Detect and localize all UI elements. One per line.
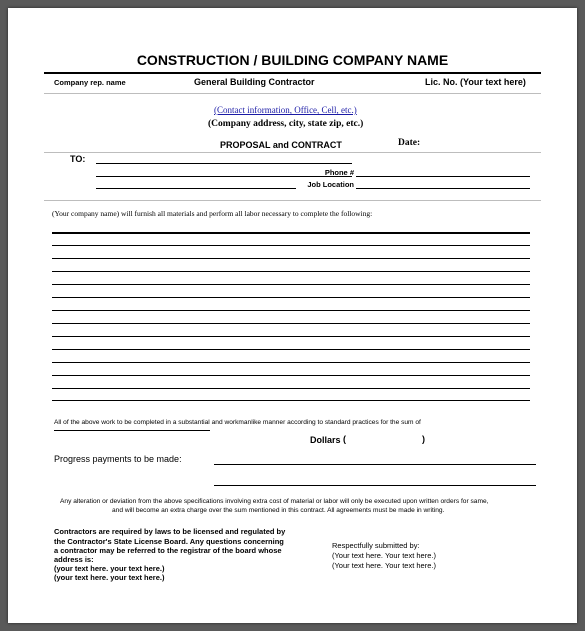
license-notice-line: (your text here. your text here.) — [54, 564, 165, 573]
work-line[interactable] — [52, 310, 530, 311]
dollars-label: Dollars — [310, 435, 341, 445]
page-title: CONSTRUCTION / BUILDING COMPANY NAME — [136, 52, 449, 68]
license-notice-line: a contractor may be referred to the registrar of the board whose — [54, 546, 282, 555]
license-notice-line: the Contractor's State License Board. Any questions concerning — [54, 537, 284, 546]
alteration-line-1: Any alteration or deviation from the above specifications involving extra cost of material or labor will only be executed upon written orders for same, — [60, 498, 489, 505]
submitted-label: Respectfully submitted by: — [332, 541, 420, 550]
work-line[interactable] — [52, 336, 530, 337]
work-line[interactable] — [52, 323, 530, 324]
submitted-line: (Your text here. Your text here.) — [332, 551, 436, 560]
progress-label: Progress payments to be made: — [54, 454, 182, 464]
alteration-line-2: and will become an extra charge over the sum mentioned in this contract. All agreements must be made in writing. — [112, 507, 445, 514]
phone-label: Phone # — [324, 168, 354, 177]
paren-open: ( — [343, 434, 346, 444]
work-line[interactable] — [52, 271, 530, 272]
to-label: TO: — [70, 154, 86, 164]
to-separator — [44, 200, 541, 201]
work-line[interactable] — [52, 258, 530, 259]
work-line[interactable] — [52, 349, 530, 350]
to-line-3[interactable] — [96, 188, 296, 189]
license-notice-line: Contractors are required by laws to be licensed and regulated by — [54, 527, 286, 536]
work-line[interactable] — [52, 388, 530, 389]
company-rep-label: Company rep. name — [54, 78, 126, 87]
proposal-heading: PROPOSAL and CONTRACT — [220, 140, 342, 150]
contact-info-link[interactable]: (Contact information, Office, Cell, etc.) — [214, 105, 357, 115]
license-notice-line: (your text here. your text here.) — [54, 573, 165, 582]
to-line-1[interactable] — [96, 163, 352, 164]
job-location-line[interactable] — [356, 188, 530, 189]
contractor-type: General Building Contractor — [194, 77, 315, 87]
phone-line[interactable] — [356, 176, 530, 177]
title-underline — [44, 72, 541, 74]
work-line[interactable] — [52, 245, 530, 246]
header-separator — [44, 93, 541, 94]
job-location-label: Job Location — [307, 180, 354, 189]
furnish-statement: (Your company name) will furnish all materials and perform all labor necessary to complete the following: — [52, 209, 373, 218]
work-line[interactable] — [52, 284, 530, 285]
date-label: Date: — [398, 138, 421, 148]
submitted-line: (Your text here. Your text here.) — [332, 561, 436, 570]
contract-page — [8, 8, 577, 623]
paren-close: ) — [422, 434, 425, 444]
completion-statement: All of the above work to be completed in a substantial and workmanlike manner according to standard practices for the sum of — [54, 419, 421, 426]
work-line[interactable] — [52, 232, 530, 234]
license-notice-line: address is: — [54, 555, 94, 564]
work-line[interactable] — [52, 297, 530, 298]
work-line[interactable] — [52, 400, 530, 401]
proposal-separator — [44, 152, 541, 153]
progress-line-1[interactable] — [214, 464, 536, 465]
license-number: Lic. No. (Your text here) — [425, 77, 526, 87]
sum-line[interactable] — [54, 430, 210, 431]
company-address: (Company address, city, state zip, etc.) — [208, 119, 364, 129]
work-line[interactable] — [52, 375, 530, 376]
work-line[interactable] — [52, 362, 530, 363]
progress-line-2[interactable] — [214, 485, 536, 486]
